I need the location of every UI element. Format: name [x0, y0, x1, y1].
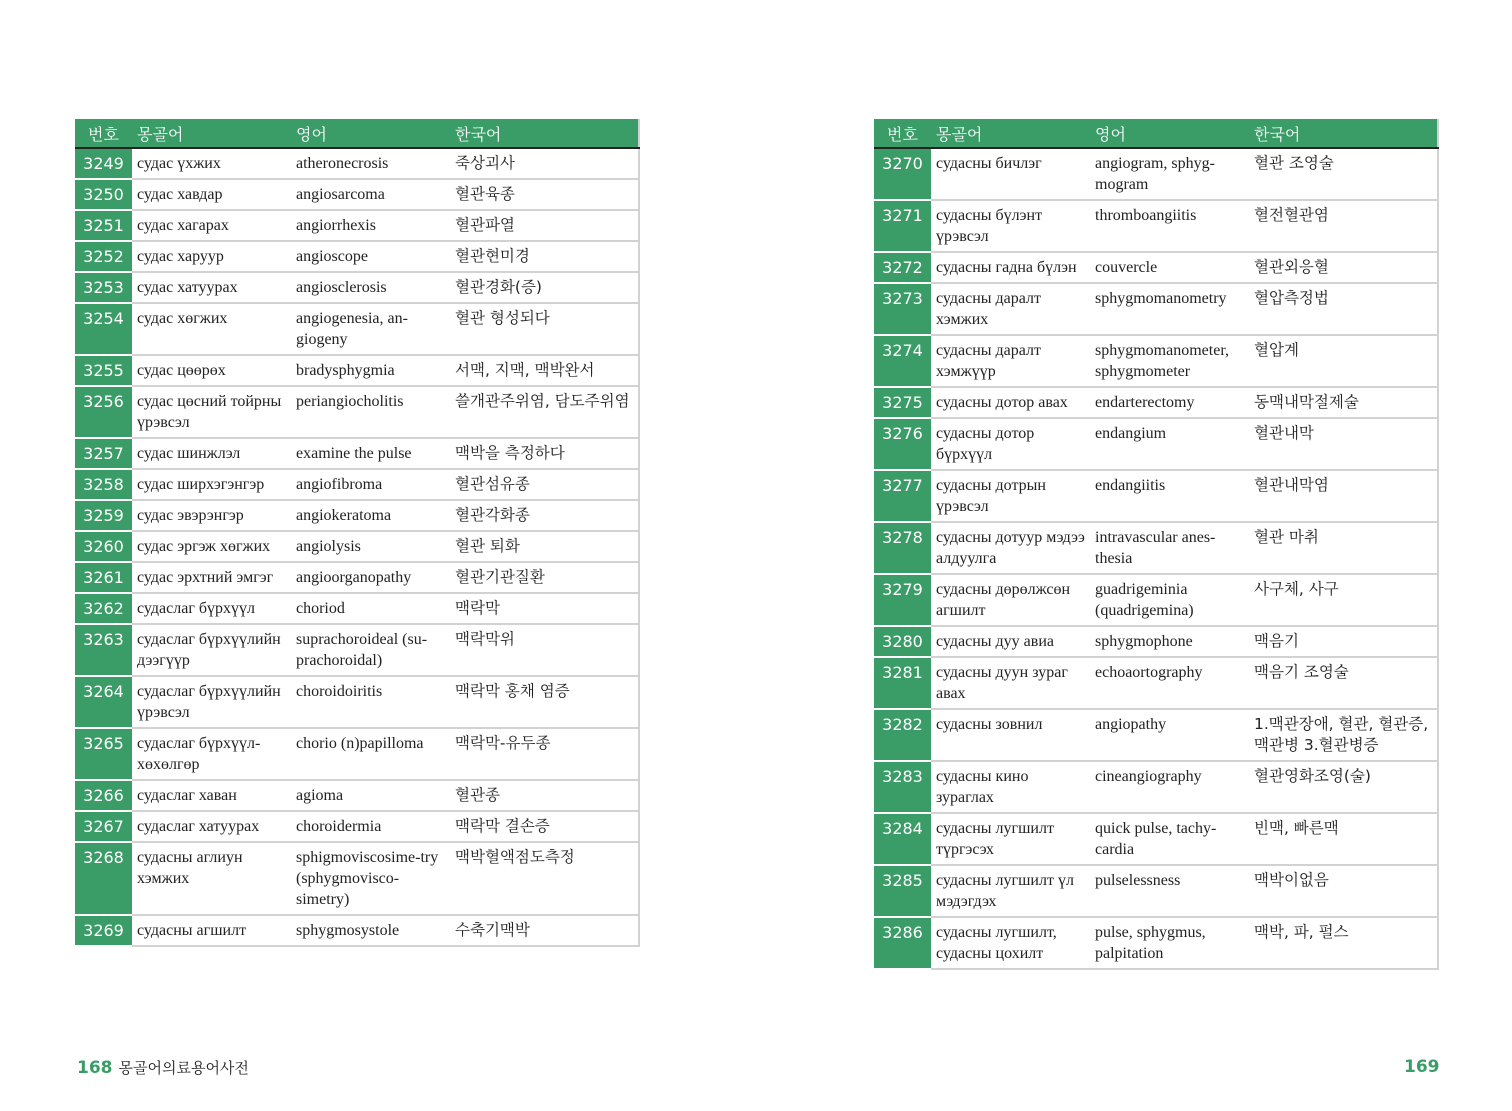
korean-term: 맥박이없음	[1249, 865, 1438, 917]
entry-number: 3259	[75, 500, 132, 531]
english-term: bradysphygmia	[291, 355, 450, 386]
korean-term: 맥음기 조영술	[1249, 657, 1438, 709]
table-row	[75, 728, 639, 780]
english-term: angioorganopathy	[291, 562, 450, 593]
mongolian-term: судас үхжих	[132, 148, 291, 179]
korean-term: 죽상괴사	[450, 148, 639, 179]
entry-number: 3270	[874, 148, 931, 200]
table-row	[75, 179, 639, 210]
table-row	[75, 562, 639, 593]
english-term: choroidoiritis	[291, 676, 450, 728]
header-korean: 한국어	[1249, 119, 1438, 148]
english-term: endangium	[1090, 418, 1249, 470]
korean-term: 맥락막 결손증	[450, 811, 639, 842]
entry-number: 3258	[75, 469, 132, 500]
mongolian-term: судасны дотуур мэдээ алдуулга	[931, 522, 1090, 574]
korean-term: 혈관외응혈	[1249, 252, 1438, 283]
entry-number: 3250	[75, 179, 132, 210]
entry-number: 3267	[75, 811, 132, 842]
entry-number: 3271	[874, 200, 931, 252]
table-row	[874, 813, 1438, 865]
mongolian-term: судас цөөрөх	[132, 355, 291, 386]
korean-term: 혈관경화(증)	[450, 272, 639, 303]
english-term: choroidermia	[291, 811, 450, 842]
entry-number: 3273	[874, 283, 931, 335]
entry-number: 3266	[75, 780, 132, 811]
header-mongolian: 몽골어	[931, 119, 1090, 148]
korean-term: 맥락막위	[450, 624, 639, 676]
korean-term: 서맥, 지맥, 맥박완서	[450, 355, 639, 386]
entry-number: 3284	[874, 813, 931, 865]
book-title: 몽골어의료용어사전	[118, 1059, 249, 1077]
mongolian-term: судасны лугшилт, судасны цохилт	[931, 917, 1090, 969]
english-term: sphygmophone	[1090, 626, 1249, 657]
table-row	[75, 355, 639, 386]
korean-term: 혈관기관질환	[450, 562, 639, 593]
entry-number: 3265	[75, 728, 132, 780]
table-body-right	[874, 148, 1438, 969]
dictionary-table-left	[75, 119, 640, 947]
mongolian-term: судасны лугшилт түргэсэх	[931, 813, 1090, 865]
english-term: intravascular anes-thesia	[1090, 522, 1249, 574]
mongolian-term: судас хагарах	[132, 210, 291, 241]
english-term: angiosclerosis	[291, 272, 450, 303]
mongolian-term: судасны кино зураглах	[931, 761, 1090, 813]
mongolian-term: судасны даралт хэмжих	[931, 283, 1090, 335]
table-row	[75, 842, 639, 915]
mongolian-term: судасны агшилт	[132, 915, 291, 946]
english-term: guadrigeminia (quadrigemina)	[1090, 574, 1249, 626]
entry-number: 3286	[874, 917, 931, 969]
english-term: periangiocholitis	[291, 386, 450, 438]
korean-term: 혈관 조영술	[1249, 148, 1438, 200]
english-term: angiopathy	[1090, 709, 1249, 761]
table-row	[874, 761, 1438, 813]
entry-number: 3277	[874, 470, 931, 522]
entry-number: 3251	[75, 210, 132, 241]
korean-term: 혈관 형성되다	[450, 303, 639, 355]
korean-term: 사구체, 사구	[1249, 574, 1438, 626]
table-row	[874, 283, 1438, 335]
korean-term: 맥락막	[450, 593, 639, 624]
mongolian-term: судаслаг хаван	[132, 780, 291, 811]
entry-number: 3269	[75, 915, 132, 946]
table-row	[75, 780, 639, 811]
korean-term: 혈압계	[1249, 335, 1438, 387]
mongolian-term: судас хөгжих	[132, 303, 291, 355]
mongolian-term: судасны дуу авиа	[931, 626, 1090, 657]
table-row	[874, 200, 1438, 252]
mongolian-term: судасны дуун зураг авах	[931, 657, 1090, 709]
mongolian-term: судасны гадна бүлэн	[931, 252, 1090, 283]
mongolian-term: судасны бүлэнт үрэвсэл	[931, 200, 1090, 252]
mongolian-term: судаслаг бүрхүүл-хөхөлгөр	[132, 728, 291, 780]
table-row	[75, 272, 639, 303]
mongolian-term: судасны дотрын үрэвсэл	[931, 470, 1090, 522]
english-term: examine the pulse	[291, 438, 450, 469]
table-row	[874, 626, 1438, 657]
english-term: suprachoroideal (su-prachoroidal)	[291, 624, 450, 676]
mongolian-term: судаслаг бүрхүүлийн дээгүүр	[132, 624, 291, 676]
entry-number: 3283	[874, 761, 931, 813]
mongolian-term: судас эвэрэнгэр	[132, 500, 291, 531]
korean-term: 혈관현미경	[450, 241, 639, 272]
entry-number: 3263	[75, 624, 132, 676]
english-term: angioscope	[291, 241, 450, 272]
table-body-left	[75, 148, 639, 946]
english-term: endarterectomy	[1090, 387, 1249, 418]
entry-number: 3257	[75, 438, 132, 469]
mongolian-term: судасны дотор бүрхүүл	[931, 418, 1090, 470]
english-term: angiogenesia, an-giogeny	[291, 303, 450, 355]
table-row	[75, 500, 639, 531]
korean-term: 맥음기	[1249, 626, 1438, 657]
mongolian-term: судасны лугшилт үл мэдэгдэх	[931, 865, 1090, 917]
mongolian-term: судас хатуурах	[132, 272, 291, 303]
entry-number: 3280	[874, 626, 931, 657]
english-term: thromboangiitis	[1090, 200, 1249, 252]
table-row	[75, 531, 639, 562]
mongolian-term: судасны даралт хэмжүүр	[931, 335, 1090, 387]
dictionary-table-right	[874, 119, 1439, 970]
korean-term: 혈관영화조영(술)	[1249, 761, 1438, 813]
mongolian-term: судас эрхтний эмгэг	[132, 562, 291, 593]
korean-term: 혈관섬유종	[450, 469, 639, 500]
korean-term: 혈전혈관염	[1249, 200, 1438, 252]
entry-number: 3254	[75, 303, 132, 355]
korean-term: 맥박을 측정하다	[450, 438, 639, 469]
mongolian-term: судасны дөрөлжсөн агшилт	[931, 574, 1090, 626]
korean-term: 맥락막-유두종	[450, 728, 639, 780]
table-header-row	[75, 119, 639, 148]
english-term: pulse, sphygmus, palpitation	[1090, 917, 1249, 969]
table-row	[874, 335, 1438, 387]
table-row	[874, 865, 1438, 917]
header-english: 영어	[1090, 119, 1249, 148]
english-term: echoaortography	[1090, 657, 1249, 709]
korean-term: 쓸개관주위염, 담도주위염	[450, 386, 639, 438]
english-term: angiokeratoma	[291, 500, 450, 531]
table-row	[874, 470, 1438, 522]
korean-term: 동맥내막절제술	[1249, 387, 1438, 418]
mongolian-term: судас ширхэгэнгэр	[132, 469, 291, 500]
english-term: sphygmosystole	[291, 915, 450, 946]
table-row	[874, 574, 1438, 626]
korean-term: 맥박, 파, 펄스	[1249, 917, 1438, 969]
table-row	[874, 522, 1438, 574]
header-number: 번호	[75, 119, 132, 148]
english-term: sphygmomanometer, sphygmometer	[1090, 335, 1249, 387]
table-row	[874, 709, 1438, 761]
table-row	[75, 241, 639, 272]
korean-term: 혈관 마취	[1249, 522, 1438, 574]
english-term: angiogram, sphyg-mogram	[1090, 148, 1249, 200]
korean-term: 수축기맥박	[450, 915, 639, 946]
korean-term: 맥락막 홍채 염증	[450, 676, 639, 728]
right-page	[874, 119, 1438, 970]
table-row	[75, 469, 639, 500]
english-term: choriod	[291, 593, 450, 624]
entry-number: 3282	[874, 709, 931, 761]
entry-number: 3268	[75, 842, 132, 915]
korean-term: 1.맥관장애, 혈관, 혈관증, 맥관병 3.혈관병증	[1249, 709, 1438, 761]
mongolian-term: судасны зовнил	[931, 709, 1090, 761]
entry-number: 3274	[874, 335, 931, 387]
entry-number: 3260	[75, 531, 132, 562]
table-row	[75, 438, 639, 469]
english-term: chorio (n)papilloma	[291, 728, 450, 780]
entry-number: 3264	[75, 676, 132, 728]
mongolian-term: судаслаг хатуурах	[132, 811, 291, 842]
english-term: cineangiography	[1090, 761, 1249, 813]
english-term: atheronecrosis	[291, 148, 450, 179]
header-english: 영어	[291, 119, 450, 148]
english-term: angiorrhexis	[291, 210, 450, 241]
english-term: sphigmoviscosime-try (sphygmovisco-simetry)	[291, 842, 450, 915]
entry-number: 3261	[75, 562, 132, 593]
korean-term: 혈관 퇴화	[450, 531, 639, 562]
english-term: angiosarcoma	[291, 179, 450, 210]
entry-number: 3249	[75, 148, 132, 179]
mongolian-term: судаслаг бүрхүүлийн үрэвсэл	[132, 676, 291, 728]
entry-number: 3285	[874, 865, 931, 917]
mongolian-term: судасны дотор авах	[931, 387, 1090, 418]
table-row	[75, 210, 639, 241]
korean-term: 빈맥, 빠른맥	[1249, 813, 1438, 865]
entry-number: 3252	[75, 241, 132, 272]
entry-number: 3281	[874, 657, 931, 709]
english-term: quick pulse, tachy-cardia	[1090, 813, 1249, 865]
english-term: endangiitis	[1090, 470, 1249, 522]
header-number: 번호	[874, 119, 931, 148]
table-row	[75, 811, 639, 842]
korean-term: 혈관종	[450, 780, 639, 811]
table-row	[874, 252, 1438, 283]
table-row	[75, 303, 639, 355]
english-term: couvercle	[1090, 252, 1249, 283]
page-number-right: 169	[1404, 1057, 1440, 1077]
mongolian-term: судас харуур	[132, 241, 291, 272]
table-row	[874, 418, 1438, 470]
mongolian-term: судас эргэж хөгжих	[132, 531, 291, 562]
english-term: agioma	[291, 780, 450, 811]
table-header-row	[874, 119, 1438, 148]
header-mongolian: 몽골어	[132, 119, 291, 148]
left-page	[75, 119, 639, 947]
table-row	[75, 386, 639, 438]
entry-number: 3262	[75, 593, 132, 624]
english-term: angiofibroma	[291, 469, 450, 500]
header-korean: 한국어	[450, 119, 639, 148]
table-row	[75, 148, 639, 179]
table-row	[75, 915, 639, 946]
footer-right	[1404, 1057, 1440, 1077]
korean-term: 혈관육종	[450, 179, 639, 210]
entry-number: 3253	[75, 272, 132, 303]
page-number-left: 168	[77, 1058, 113, 1078]
table-row	[874, 917, 1438, 969]
table-row	[874, 148, 1438, 200]
entry-number: 3276	[874, 418, 931, 470]
english-term: angiolysis	[291, 531, 450, 562]
footer-left	[77, 1057, 249, 1078]
table-row	[874, 657, 1438, 709]
english-term: pulselessness	[1090, 865, 1249, 917]
mongolian-term: судас шинжлэл	[132, 438, 291, 469]
entry-number: 3279	[874, 574, 931, 626]
table-row	[75, 676, 639, 728]
mongolian-term: судаслаг бүрхүүл	[132, 593, 291, 624]
table-row	[75, 593, 639, 624]
mongolian-term: судасны аглиун хэмжих	[132, 842, 291, 915]
mongolian-term: судас цөсний тойрны үрэвсэл	[132, 386, 291, 438]
entry-number: 3255	[75, 355, 132, 386]
mongolian-term: судасны бичлэг	[931, 148, 1090, 200]
korean-term: 혈관내막	[1249, 418, 1438, 470]
entry-number: 3278	[874, 522, 931, 574]
korean-term: 혈관각화종	[450, 500, 639, 531]
entry-number: 3275	[874, 387, 931, 418]
korean-term: 혈압측정법	[1249, 283, 1438, 335]
entry-number: 3272	[874, 252, 931, 283]
table-row	[75, 624, 639, 676]
korean-term: 혈관내막염	[1249, 470, 1438, 522]
entry-number: 3256	[75, 386, 132, 438]
mongolian-term: судас хавдар	[132, 179, 291, 210]
korean-term: 맥박혈액점도측정	[450, 842, 639, 915]
table-row	[874, 387, 1438, 418]
english-term: sphygmomanometry	[1090, 283, 1249, 335]
korean-term: 혈관파열	[450, 210, 639, 241]
